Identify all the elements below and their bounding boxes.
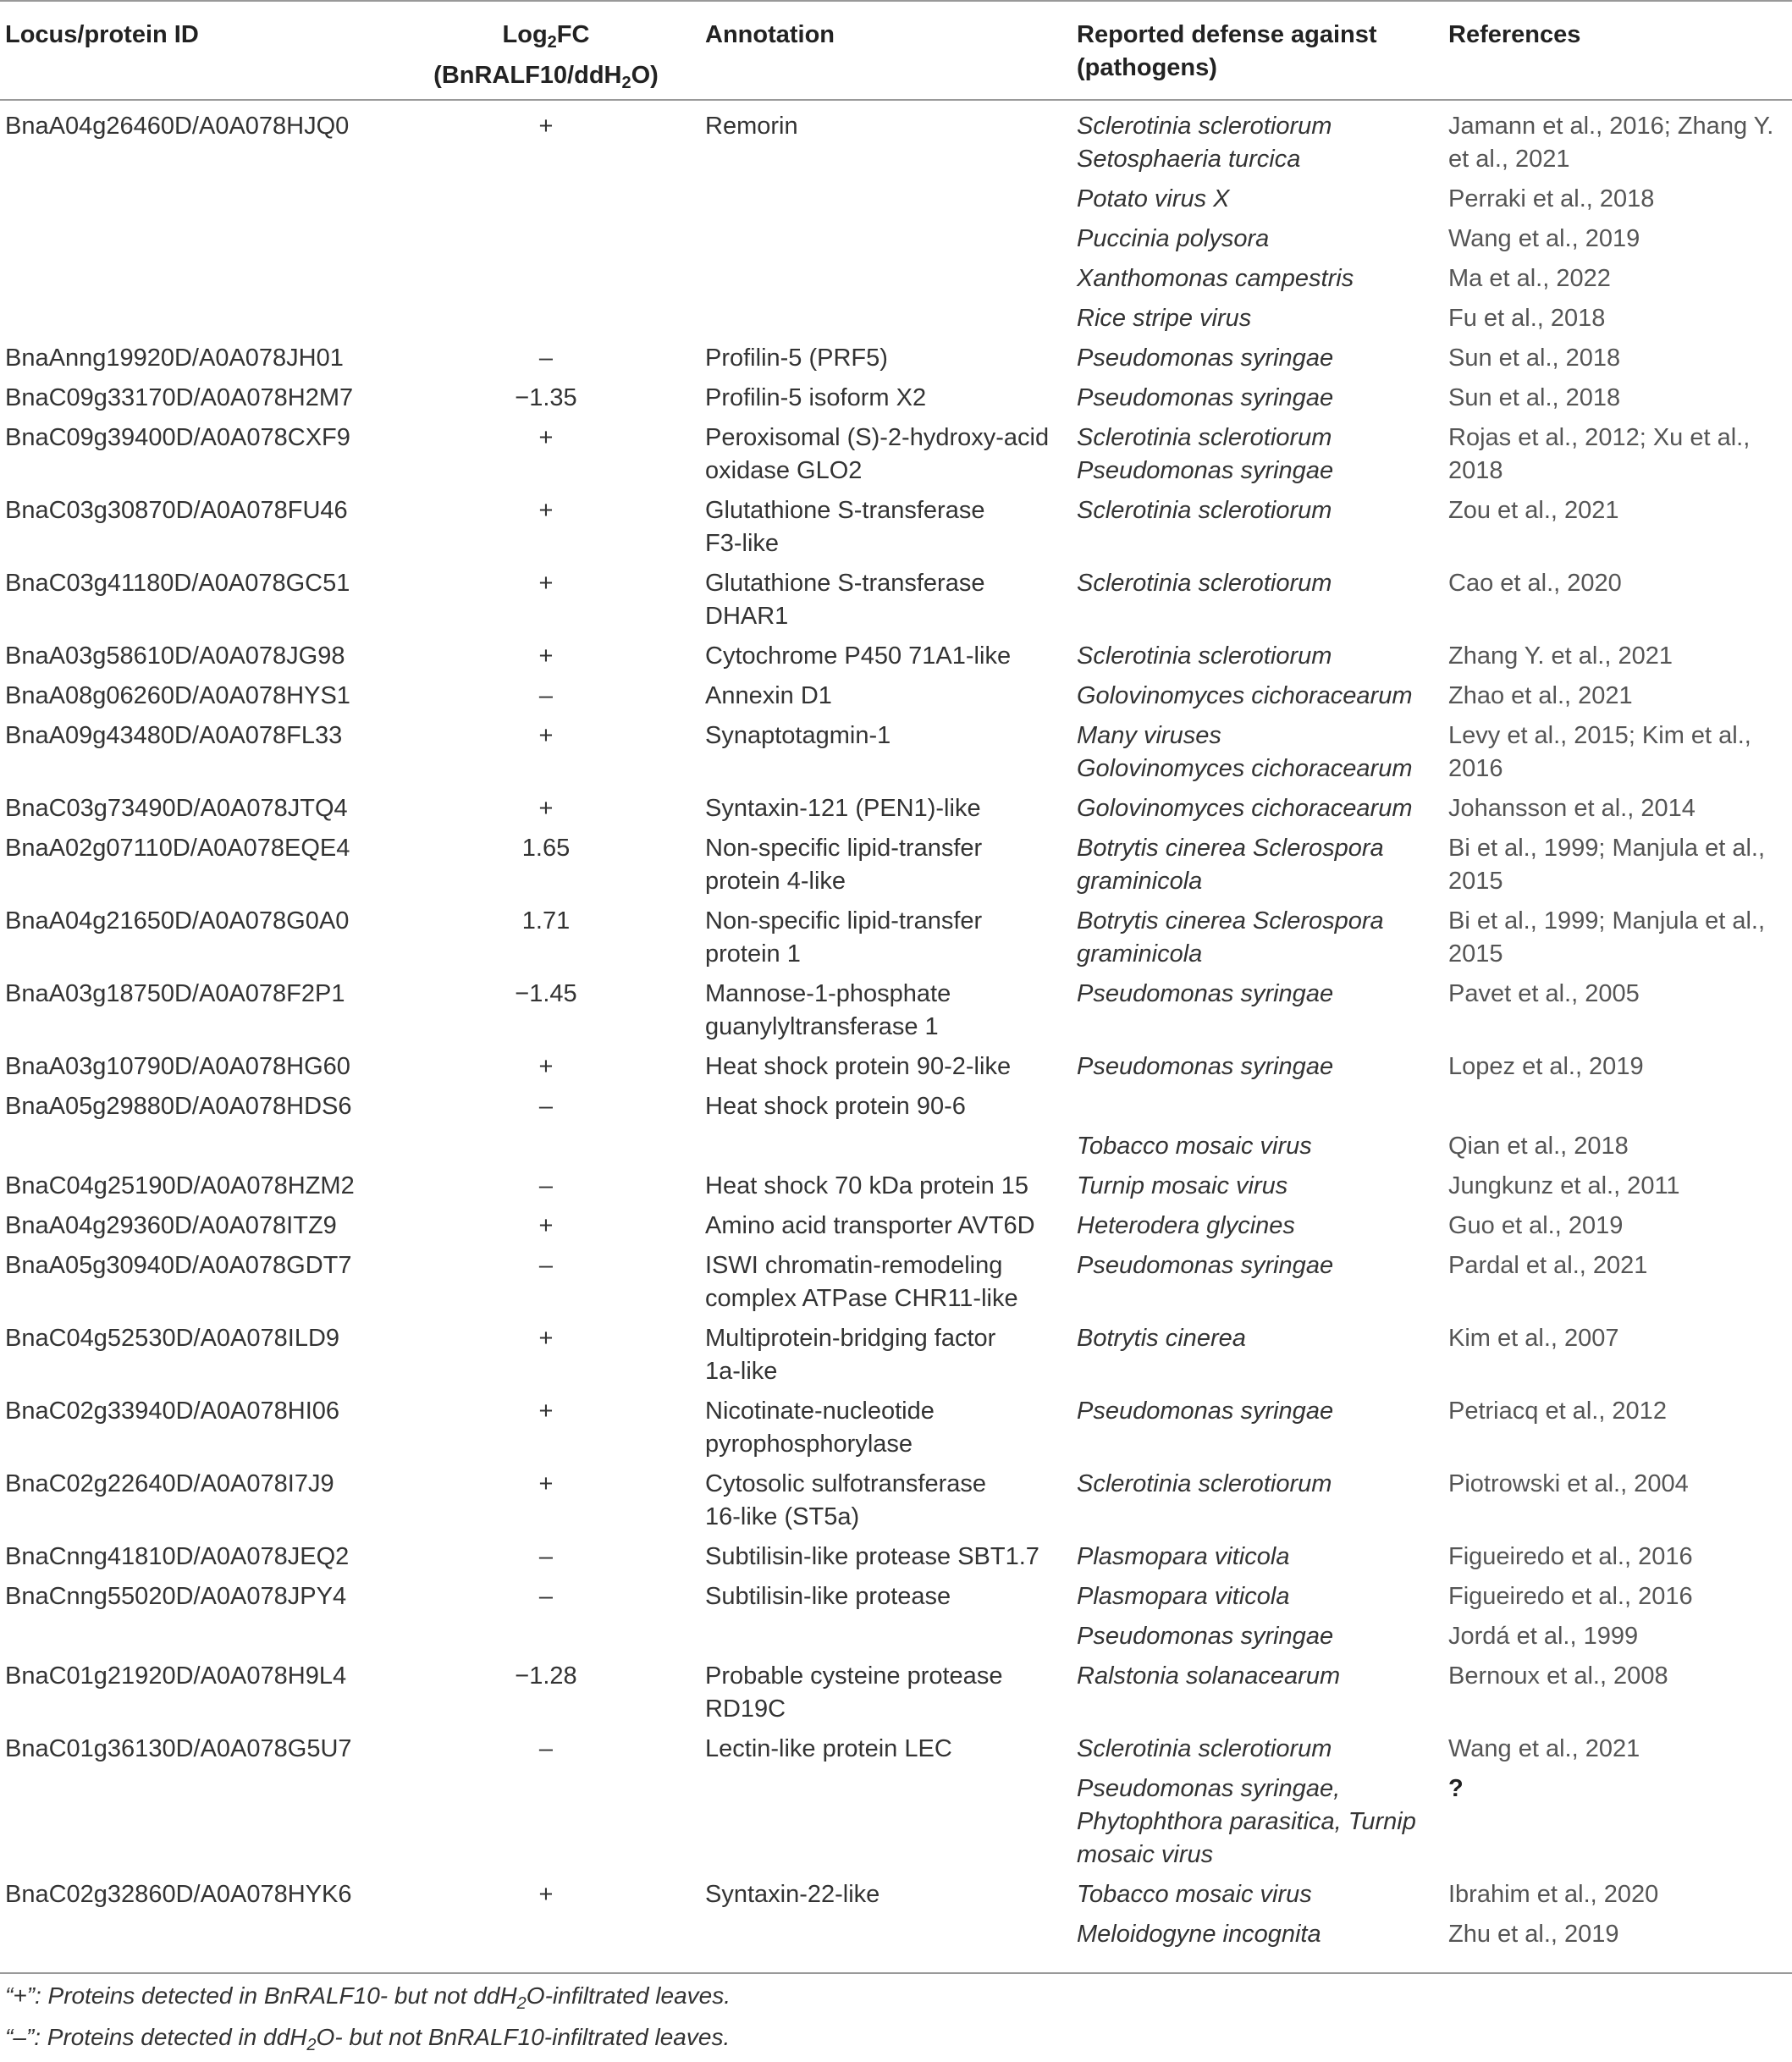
header-log2fc — [423, 19, 669, 100]
defense-cell — [1077, 382, 1432, 415]
log2fc-value: + — [538, 1325, 554, 1352]
locus-id: BnaA02g07110D/A0A078EQE4 — [5, 835, 350, 862]
pathogen-line: Tobacco mosaic virus — [1077, 1133, 1312, 1160]
log2fc-value: + — [538, 795, 554, 822]
pathogen-line: Pseudomonas syringae — [1077, 457, 1334, 484]
locus-id: BnaC02g22640D/A0A078I7J9 — [5, 1470, 334, 1497]
locus-id: BnaCnng55020D/A0A078JPY4 — [5, 1583, 347, 1610]
defense-cell — [1077, 1395, 1432, 1428]
pathogen-line: Puccinia polysora — [1077, 225, 1270, 252]
log2fc-value: – — [538, 682, 554, 709]
pathogen-line: Pseudomonas syringae — [1077, 1252, 1334, 1279]
locus-id: BnaA08g06260D/A0A078HYS1 — [5, 682, 350, 709]
header-defense-l1: Reported defense against — [1077, 21, 1377, 48]
references-cell — [1448, 1170, 1787, 1203]
pathogen-line: Plasmopara viticola — [1077, 1583, 1290, 1610]
log2fc-value: + — [538, 1881, 554, 1908]
log2fc-value: – — [538, 1543, 554, 1570]
defense-cell — [1077, 1210, 1432, 1243]
annotation-cell — [705, 494, 1052, 560]
pathogen-line: Plasmopara viticola — [1077, 1543, 1290, 1570]
defense-cell — [1077, 1050, 1432, 1083]
annotation-cell — [705, 792, 1052, 825]
references-cell — [1448, 1541, 1787, 1574]
header-references: References — [1448, 21, 1581, 48]
pathogen-line: Pseudomonas syringae — [1077, 345, 1334, 372]
annotation-cell — [705, 1249, 1052, 1315]
annotation-line: guanylyltransferase 1 — [705, 1013, 939, 1040]
pathogen-line: Pseudomonas syringae — [1077, 980, 1334, 1007]
reference-line: Kim et al., 2007 — [1448, 1325, 1619, 1352]
annotation-line: oxidase GLO2 — [705, 457, 863, 484]
reference-line: Zhang Y. et al., 2021 — [1448, 642, 1673, 670]
log2fc-value: – — [538, 345, 554, 372]
references-cell — [1448, 223, 1787, 256]
pathogen-line: Setosphaeria turcica — [1077, 146, 1301, 173]
pathogen-line: Xanthomonas campestris — [1077, 265, 1354, 292]
defense-cell — [1077, 1170, 1432, 1203]
pathogen-line: Sclerotinia sclerotiorum — [1077, 642, 1332, 670]
log2fc-value: + — [538, 1470, 554, 1497]
pathogen-line: Rice stripe virus — [1077, 305, 1252, 332]
references-cell — [1448, 1050, 1787, 1083]
annotation-line: protein 1 — [705, 940, 801, 968]
pathogen-line: Botrytis cinerea Sclerospora — [1077, 835, 1384, 862]
footnote-minus — [5, 2021, 731, 2062]
annotation-cell — [705, 719, 1052, 753]
locus-id: BnaA09g43480D/A0A078FL33 — [5, 722, 343, 749]
defense-cell — [1077, 183, 1432, 216]
pathogen-line: Sclerotinia sclerotiorum — [1077, 497, 1332, 524]
references-cell — [1448, 1620, 1787, 1653]
references-cell — [1448, 680, 1787, 713]
annotation-line: protein 4-like — [705, 868, 846, 895]
footnote-minus-sub: 2 — [306, 2036, 317, 2054]
annotation-cell — [705, 1050, 1052, 1083]
defense-cell — [1077, 494, 1432, 527]
reference-line: Ma et al., 2022 — [1448, 265, 1611, 292]
defense-cell — [1077, 978, 1432, 1011]
locus-id: BnaC09g33170D/A0A078H2M7 — [5, 384, 354, 411]
header-rule — [0, 99, 1792, 101]
references-cell — [1448, 567, 1787, 600]
references-cell — [1448, 978, 1787, 1011]
log2fc-value: −1.45 — [515, 980, 577, 1007]
reference-line: Johansson et al., 2014 — [1448, 795, 1696, 822]
annotation-line: Profilin-5 isoform X2 — [705, 384, 927, 411]
defense-cell — [1077, 792, 1432, 825]
annotation-cell — [705, 905, 1052, 971]
references-cell — [1448, 1733, 1787, 1766]
pathogen-line: Meloidogyne incognita — [1077, 1921, 1321, 1948]
defense-cell — [1077, 422, 1432, 488]
annotation-line: Mannose-1-phosphate — [705, 980, 951, 1007]
references-cell — [1448, 183, 1787, 216]
footnote-minus-pre: “–”: Proteins detected in ddH — [5, 2024, 307, 2050]
reference-line: Sun et al., 2018 — [1448, 345, 1621, 372]
pathogen-line: graminicola — [1077, 940, 1203, 968]
pathogen-line: Sclerotinia sclerotiorum — [1077, 113, 1332, 140]
references-cell — [1448, 382, 1787, 415]
references-cell — [1448, 1322, 1787, 1355]
bottom-rule — [0, 1972, 1792, 1974]
annotation-cell — [705, 110, 1052, 143]
annotation-cell — [705, 1210, 1052, 1243]
annotation-cell — [705, 1733, 1052, 1766]
reference-line: Petriacq et al., 2012 — [1448, 1398, 1667, 1425]
annotation-cell — [705, 1170, 1052, 1203]
annotation-cell — [705, 978, 1052, 1044]
annotation-line: Probable cysteine protease — [705, 1662, 1003, 1690]
annotation-cell — [705, 1660, 1052, 1726]
annotation-line: F3-like — [705, 530, 780, 557]
references-cell — [1448, 1130, 1787, 1163]
references-cell — [1448, 262, 1787, 295]
annotation-cell — [705, 382, 1052, 415]
header-defense — [1077, 19, 1377, 85]
annotation-cell — [705, 1580, 1052, 1613]
pathogen-line: Sclerotinia sclerotiorum — [1077, 570, 1332, 597]
pathogen-line: Tobacco mosaic virus — [1077, 1881, 1312, 1908]
header-log2fc-l1-pre: Log — [502, 21, 548, 48]
pathogen-line: Potato virus X — [1077, 185, 1230, 212]
reference-line: 2015 — [1448, 940, 1503, 968]
reference-line: Lopez et al., 2019 — [1448, 1053, 1644, 1080]
log2fc-value: + — [538, 570, 554, 597]
defense-cell — [1077, 1249, 1432, 1282]
defense-cell — [1077, 719, 1432, 786]
annotation-line: Syntaxin-121 (PEN1)-like — [705, 795, 981, 822]
locus-id: BnaA04g26460D/A0A078HJQ0 — [5, 113, 350, 140]
annotation-line: Heat shock 70 kDa protein 15 — [705, 1172, 1029, 1199]
header-log2fc-l1-post: FC — [556, 21, 590, 48]
annotation-cell — [705, 342, 1052, 375]
reference-line: Jamann et al., 2016; Zhang Y. — [1448, 113, 1774, 140]
reference-line: Wang et al., 2019 — [1448, 225, 1640, 252]
defense-cell — [1077, 1660, 1432, 1693]
log2fc-value: + — [538, 424, 554, 451]
references-cell — [1448, 719, 1787, 786]
reference-line: Bi et al., 1999; Manjula et al., — [1448, 835, 1765, 862]
log2fc-value: + — [538, 113, 554, 140]
table-header — [0, 0, 1792, 100]
references-cell — [1448, 1660, 1787, 1693]
pathogen-line: Many viruses — [1077, 722, 1221, 749]
pathogen-line: Pseudomonas syringae — [1077, 1623, 1334, 1650]
locus-id: BnaA03g58610D/A0A078JG98 — [5, 642, 345, 670]
annotation-line: DHAR1 — [705, 603, 789, 630]
annotation-line: Profilin-5 (PRF5) — [705, 345, 888, 372]
annotation-cell — [705, 422, 1052, 488]
reference-line: Piotrowski et al., 2004 — [1448, 1470, 1689, 1497]
annotation-line: Amino acid transporter AVT6D — [705, 1212, 1035, 1239]
references-cell — [1448, 1773, 1787, 1806]
footnote-plus-sub: 2 — [516, 1994, 527, 2013]
annotation-line: 1a-like — [705, 1358, 778, 1385]
header-log2fc-l2-pre: (BnRALF10/ddH — [433, 62, 622, 89]
pathogen-line: Phytophthora parasitica, Turnip — [1077, 1808, 1416, 1835]
annotation-line: ISWI chromatin-remodeling — [705, 1252, 1003, 1279]
annotation-line: Non-specific lipid-transfer — [705, 835, 983, 862]
defense-cell — [1077, 1773, 1432, 1872]
annotation-line: Nicotinate-nucleotide — [705, 1398, 935, 1425]
references-cell — [1448, 905, 1787, 971]
defense-cell — [1077, 223, 1432, 256]
locus-id: BnaAnng19920D/A0A078JH01 — [5, 345, 344, 372]
references-cell — [1448, 1580, 1787, 1613]
footnote-minus-post: O- but not BnRALF10-infiltrated leaves. — [316, 2024, 731, 2050]
log2fc-value: + — [538, 1398, 554, 1425]
defense-cell — [1077, 832, 1432, 898]
defense-cell — [1077, 342, 1432, 375]
locus-id: BnaA03g10790D/A0A078HG60 — [5, 1053, 350, 1080]
pathogen-line: mosaic virus — [1077, 1841, 1214, 1868]
reference-line: Fu et al., 2018 — [1448, 305, 1606, 332]
annotation-cell — [705, 640, 1052, 673]
log2fc-value: 1.65 — [521, 835, 571, 862]
annotation-line: Cytochrome P450 71A1-like — [705, 642, 1012, 670]
reference-line: 2016 — [1448, 755, 1503, 782]
pathogen-line: Botrytis cinerea Sclerospora — [1077, 907, 1384, 935]
reference-line: Zou et al., 2021 — [1448, 497, 1619, 524]
annotation-line: RD19C — [705, 1695, 786, 1723]
reference-line: Bi et al., 1999; Manjula et al., — [1448, 907, 1765, 935]
annotation-line: Heat shock protein 90-2-like — [705, 1053, 1012, 1080]
locus-id: BnaC09g39400D/A0A078CXF9 — [5, 424, 350, 451]
reference-line: Zhu et al., 2019 — [1448, 1921, 1619, 1948]
annotation-line: Synaptotagmin-1 — [705, 722, 891, 749]
defense-cell — [1077, 1620, 1432, 1653]
defense-cell — [1077, 1468, 1432, 1501]
reference-line: 2018 — [1448, 457, 1503, 484]
annotation-cell — [705, 680, 1052, 713]
defense-cell — [1077, 1878, 1432, 1911]
locus-id: BnaC03g41180D/A0A078GC51 — [5, 570, 350, 597]
pathogen-line: Golovinomyces cichoracearum — [1077, 682, 1413, 709]
header-locus: Locus/protein ID — [5, 21, 199, 48]
references-cell — [1448, 110, 1787, 176]
defense-cell — [1077, 262, 1432, 295]
pathogen-line: Pseudomonas syringae — [1077, 1398, 1334, 1425]
reference-line: Perraki et al., 2018 — [1448, 185, 1655, 212]
log2fc-value: + — [538, 642, 554, 670]
defense-cell — [1077, 905, 1432, 971]
reference-line: Guo et al., 2019 — [1448, 1212, 1624, 1239]
annotation-cell — [705, 1468, 1052, 1534]
locus-id: BnaC03g73490D/A0A078JTQ4 — [5, 795, 348, 822]
defense-cell — [1077, 567, 1432, 600]
defense-cell — [1077, 1541, 1432, 1574]
pathogen-line: Turnip mosaic virus — [1077, 1172, 1288, 1199]
reference-line: Zhao et al., 2021 — [1448, 682, 1633, 709]
locus-id: BnaCnng41810D/A0A078JEQ2 — [5, 1543, 350, 1570]
locus-id: BnaC01g21920D/A0A078H9L4 — [5, 1662, 347, 1690]
pathogen-line: Sclerotinia sclerotiorum — [1077, 1735, 1332, 1762]
reference-line: Figueiredo et al., 2016 — [1448, 1583, 1693, 1610]
defense-cell — [1077, 1322, 1432, 1355]
reference-line: Wang et al., 2021 — [1448, 1735, 1640, 1762]
references-cell — [1448, 1249, 1787, 1282]
references-cell — [1448, 302, 1787, 335]
annotation-line: 16-like (ST5a) — [705, 1503, 860, 1530]
annotation-cell — [705, 1878, 1052, 1911]
annotation-line: Lectin-like protein LEC — [705, 1735, 952, 1762]
annotation-cell — [705, 1090, 1052, 1123]
pathogen-line: Pseudomonas syringae — [1077, 1053, 1334, 1080]
annotation-line: Syntaxin-22-like — [705, 1881, 880, 1908]
annotation-cell — [705, 567, 1052, 633]
pathogen-line: Sclerotinia sclerotiorum — [1077, 424, 1332, 451]
annotation-line: Peroxisomal (S)-2-hydroxy-acid — [705, 424, 1050, 451]
reference-line: Levy et al., 2015; Kim et al., — [1448, 722, 1751, 749]
reference-line: Jordá et al., 1999 — [1448, 1623, 1639, 1650]
defense-cell — [1077, 110, 1432, 176]
log2fc-value: – — [538, 1252, 554, 1279]
locus-id: BnaA03g18750D/A0A078F2P1 — [5, 980, 345, 1007]
log2fc-value: + — [538, 497, 554, 524]
annotation-line: complex ATPase CHR11-like — [705, 1285, 1018, 1312]
footnote-plus-post: O-infiltrated leaves. — [526, 1982, 731, 2009]
reference-line: et al., 2021 — [1448, 146, 1570, 173]
annotation-cell — [705, 832, 1052, 898]
pathogen-line: Heterodera glycines — [1077, 1212, 1295, 1239]
locus-id: BnaC02g33940D/A0A078HI06 — [5, 1398, 340, 1425]
pathogen-line: Sclerotinia sclerotiorum — [1077, 1470, 1332, 1497]
reference-line: Rojas et al., 2012; Xu et al., — [1448, 424, 1751, 451]
header-defense-l2: (pathogens) — [1077, 54, 1217, 81]
annotation-line: pyrophosphorylase — [705, 1431, 913, 1458]
annotation-line: Subtilisin-like protease SBT1.7 — [705, 1543, 1039, 1570]
footnote-plus — [5, 1979, 731, 2021]
locus-id: BnaA05g29880D/A0A078HDS6 — [5, 1093, 352, 1120]
footnotes — [5, 1979, 731, 2062]
reference-line: Figueiredo et al., 2016 — [1448, 1543, 1693, 1570]
references-cell — [1448, 342, 1787, 375]
locus-id: BnaC04g52530D/A0A078ILD9 — [5, 1325, 340, 1352]
log2fc-value: – — [538, 1583, 554, 1610]
defense-cell — [1077, 302, 1432, 335]
pathogen-line: Pseudomonas syringae, — [1077, 1775, 1341, 1802]
references-cell — [1448, 832, 1787, 898]
annotation-cell — [705, 1322, 1052, 1388]
references-cell — [1448, 640, 1787, 673]
reference-line: Pavet et al., 2005 — [1448, 980, 1640, 1007]
references-cell — [1448, 1210, 1787, 1243]
locus-id: BnaC04g25190D/A0A078HZM2 — [5, 1172, 355, 1199]
annotation-line: Glutathione S-transferase — [705, 497, 985, 524]
log2fc-value: −1.35 — [515, 384, 577, 411]
pathogen-line: Botrytis cinerea — [1077, 1325, 1246, 1352]
log2fc-value: 1.71 — [521, 907, 571, 935]
log2fc-value: – — [538, 1093, 554, 1120]
defense-cell — [1077, 680, 1432, 713]
defense-cell — [1077, 1130, 1432, 1163]
defense-cell — [1077, 1918, 1432, 1951]
annotation-line: Subtilisin-like protease — [705, 1583, 951, 1610]
defense-cell — [1077, 640, 1432, 673]
header-annotation: Annotation — [705, 21, 835, 48]
reference-line: Cao et al., 2020 — [1448, 570, 1622, 597]
pathogen-line: graminicola — [1077, 868, 1203, 895]
locus-id: BnaC02g32860D/A0A078HYK6 — [5, 1881, 352, 1908]
references-cell — [1448, 1468, 1787, 1501]
pathogen-line: Ralstonia solanacearum — [1077, 1662, 1341, 1690]
pathogen-line: Golovinomyces cichoracearum — [1077, 755, 1413, 782]
defense-cell — [1077, 1733, 1432, 1766]
locus-id: BnaA04g21650D/A0A078G0A0 — [5, 907, 350, 935]
header-log2fc-l2-post: O) — [631, 62, 659, 89]
pathogen-line: Golovinomyces cichoracearum — [1077, 795, 1413, 822]
header-log2fc-l2-sub: 2 — [621, 74, 631, 92]
header-log2fc-l1-sub: 2 — [547, 33, 557, 52]
locus-id: BnaC03g30870D/A0A078FU46 — [5, 497, 348, 524]
reference-line: Bernoux et al., 2008 — [1448, 1662, 1668, 1690]
footnote-plus-pre: “+”: Proteins detected in BnRALF10- but not ddH — [5, 1982, 517, 2009]
reference-line: Sun et al., 2018 — [1448, 384, 1621, 411]
reference-line: Qian et al., 2018 — [1448, 1133, 1629, 1160]
references-cell — [1448, 792, 1787, 825]
reference-line: Ibrahim et al., 2020 — [1448, 1881, 1659, 1908]
references-cell — [1448, 1395, 1787, 1428]
locus-id: BnaA04g29360D/A0A078ITZ9 — [5, 1212, 337, 1239]
locus-id: BnaA05g30940D/A0A078GDT7 — [5, 1252, 352, 1279]
references-cell — [1448, 422, 1787, 488]
log2fc-value: + — [538, 1212, 554, 1239]
annotation-line: Glutathione S-transferase — [705, 570, 985, 597]
log2fc-value: – — [538, 1735, 554, 1762]
annotation-line: Multiprotein-bridging factor — [705, 1325, 996, 1352]
annotation-cell — [705, 1541, 1052, 1574]
reference-line: ? — [1448, 1775, 1464, 1802]
log2fc-value: −1.28 — [515, 1662, 577, 1690]
annotation-line: Annexin D1 — [705, 682, 832, 709]
references-cell — [1448, 494, 1787, 527]
reference-line: Pardal et al., 2021 — [1448, 1252, 1648, 1279]
annotation-cell — [705, 1395, 1052, 1461]
pathogen-line: Pseudomonas syringae — [1077, 384, 1334, 411]
log2fc-value: + — [538, 1053, 554, 1080]
annotation-line: Remorin — [705, 113, 798, 140]
reference-line: 2015 — [1448, 868, 1503, 895]
annotation-line: Non-specific lipid-transfer — [705, 907, 983, 935]
log2fc-value: – — [538, 1172, 554, 1199]
log2fc-value: + — [538, 722, 554, 749]
annotation-line: Cytosolic sulfotransferase — [705, 1470, 987, 1497]
references-cell — [1448, 1918, 1787, 1951]
defense-cell — [1077, 1580, 1432, 1613]
reference-line: Jungkunz et al., 2011 — [1448, 1172, 1680, 1199]
locus-id: BnaC01g36130D/A0A078G5U7 — [5, 1735, 352, 1762]
references-cell — [1448, 1878, 1787, 1911]
annotation-line: Heat shock protein 90-6 — [705, 1093, 966, 1120]
